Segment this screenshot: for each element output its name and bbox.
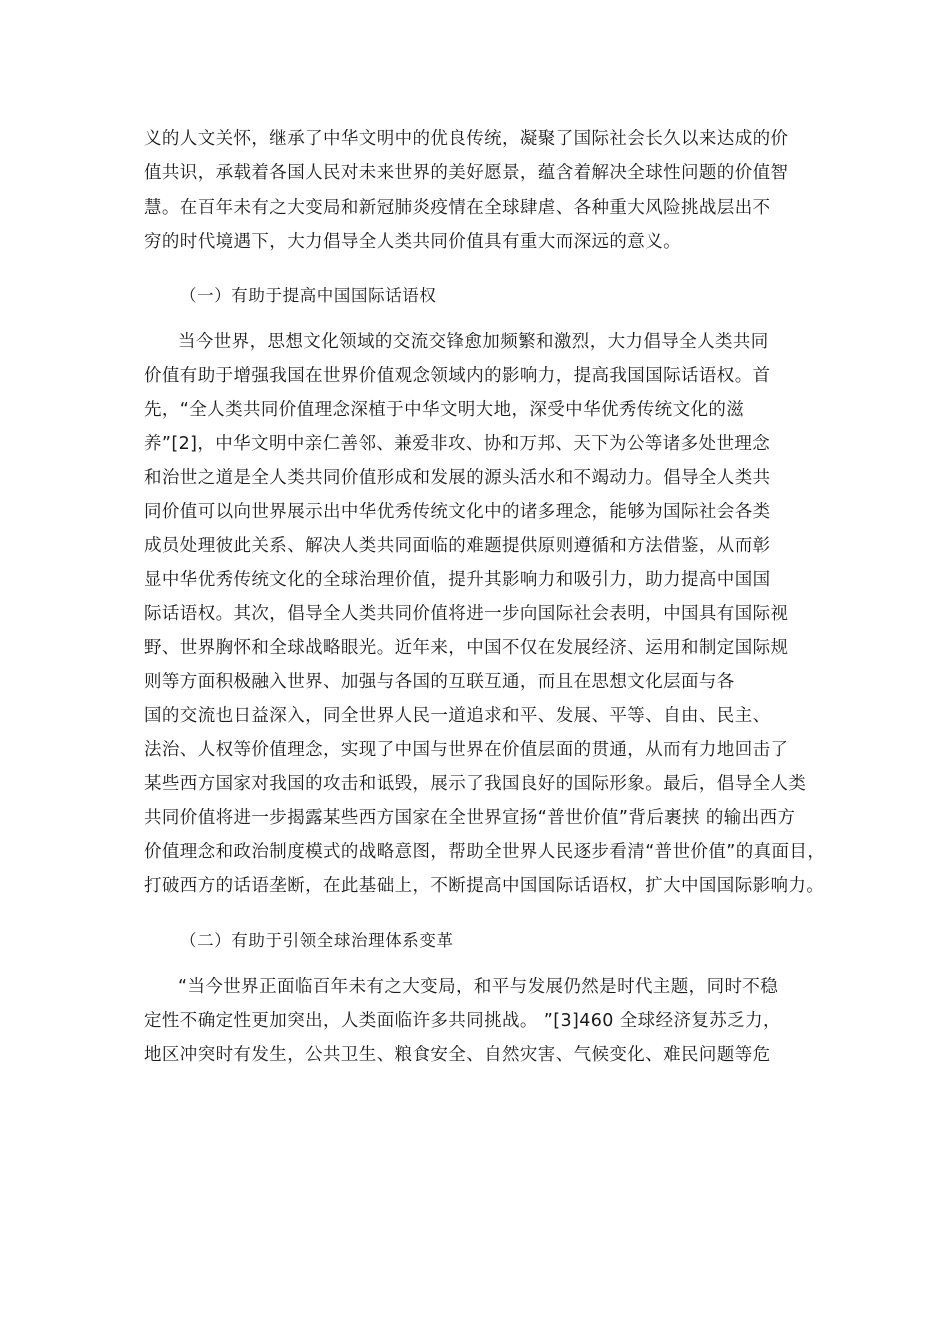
paragraph-line: 国的交流也日益深入，同全世界人民一道追求和平、发展、平等、自由、民主、: [144, 706, 771, 726]
section-heading-2: （二）有助于引领全球治理体系变革: [180, 931, 454, 950]
paragraph-line: 野、世界胸怀和全球战略眼光。近年来，中国不仅在发展经济、运用和制定国际规: [144, 638, 789, 658]
paragraph-line: 成员处理彼此关系、解决人类共同面临的难题提供原则遵循和方法借鉴，从而彰: [144, 536, 771, 556]
paragraph-line: 值共识，承载着各国人民对未来世界的美好愿景，蕴含着解决全球性问题的价值智: [144, 163, 789, 183]
paragraph-line: 打破西方的话语垄断，在此基础上，不断提高中国国际话语权，扩大中国国际影响力。: [144, 876, 825, 896]
paragraph-line: 义的人文关怀，继承了中华文明中的优良传统，凝聚了国际社会长久以来达成的价: [144, 129, 789, 149]
paragraph-line: 某些西方国家对我国的攻击和诋毁，展示了我国良好的国际形象。最后，倡导全人类: [144, 774, 807, 794]
paragraph-line: 价值有助于增强我国在世界价值观念领域内的影响力，提高我国国际话语权。首: [144, 366, 771, 386]
paragraph-line: 共同价值将进一步揭露某些西方国家在全世界宣扬“普世价值”背后裹挟 的输出西方: [144, 808, 796, 828]
paragraph-line: “当今世界正面临百年未有之大变局，和平与发展仍然是时代主题，同时不稳: [178, 977, 779, 997]
paragraph-line: 和治世之道是全人类共同价值形成和发展的源头活水和不竭动力。倡导全人类共: [144, 468, 771, 488]
paragraph-line: 当今世界，思想文化领域的交流交锋愈加频繁和激烈，大力倡导全人类共同: [178, 332, 769, 352]
paragraph-line: 养”[2]，中华文明中亲仁善邻、兼爱非攻、协和万邦、天下为公等诸多处世理念: [144, 434, 771, 454]
section-heading-1: （一）有助于提高中国国际话语权: [180, 286, 437, 305]
paragraph-line: 定性不确定性更加突出，人类面临许多共同挑战。 ”[3]460 全球经济复苏乏力，: [144, 1011, 781, 1031]
paragraph-line: 先，“全人类共同价值理念深植于中华文明大地，深受中华优秀传统文化的滋: [144, 400, 745, 420]
paragraph-line: 同价值可以向世界展示出中华优秀传统文化中的诸多理念，能够为国际社会各类: [144, 502, 771, 522]
paragraph-line: 际话语权。其次，倡导全人类共同价值将进一步向国际社会表明，中国具有国际视: [144, 604, 789, 624]
paragraph-line: 慧。在百年未有之大变局和新冠肺炎疫情在全球肆虐、各种重大风险挑战层出不: [144, 198, 771, 218]
paragraph-line: 则等方面积极融入世界、加强与各国的互联互通，而且在思想文化层面与各: [144, 672, 735, 692]
paragraph-line: 地区冲突时有发生，公共卫生、粮食安全、自然灾害、气候变化、难民问题等危: [144, 1045, 771, 1065]
paragraph-line: 价值理念和政治制度模式的战略意图，帮助全世界人民逐步看清“普世价值”的真面目，: [144, 842, 826, 862]
paragraph-line: 显中华优秀传统文化的全球治理价值，提升其影响力和吸引力，助力提高中国国: [144, 570, 771, 590]
paragraph-line: 穷的时代境遇下，大力倡导全人类共同价值具有重大而深远的意义。: [144, 232, 681, 252]
paragraph-line: 法治、人权等价值理念，实现了中国与世界在价值层面的贯通，从而有力地回击了: [144, 740, 789, 760]
